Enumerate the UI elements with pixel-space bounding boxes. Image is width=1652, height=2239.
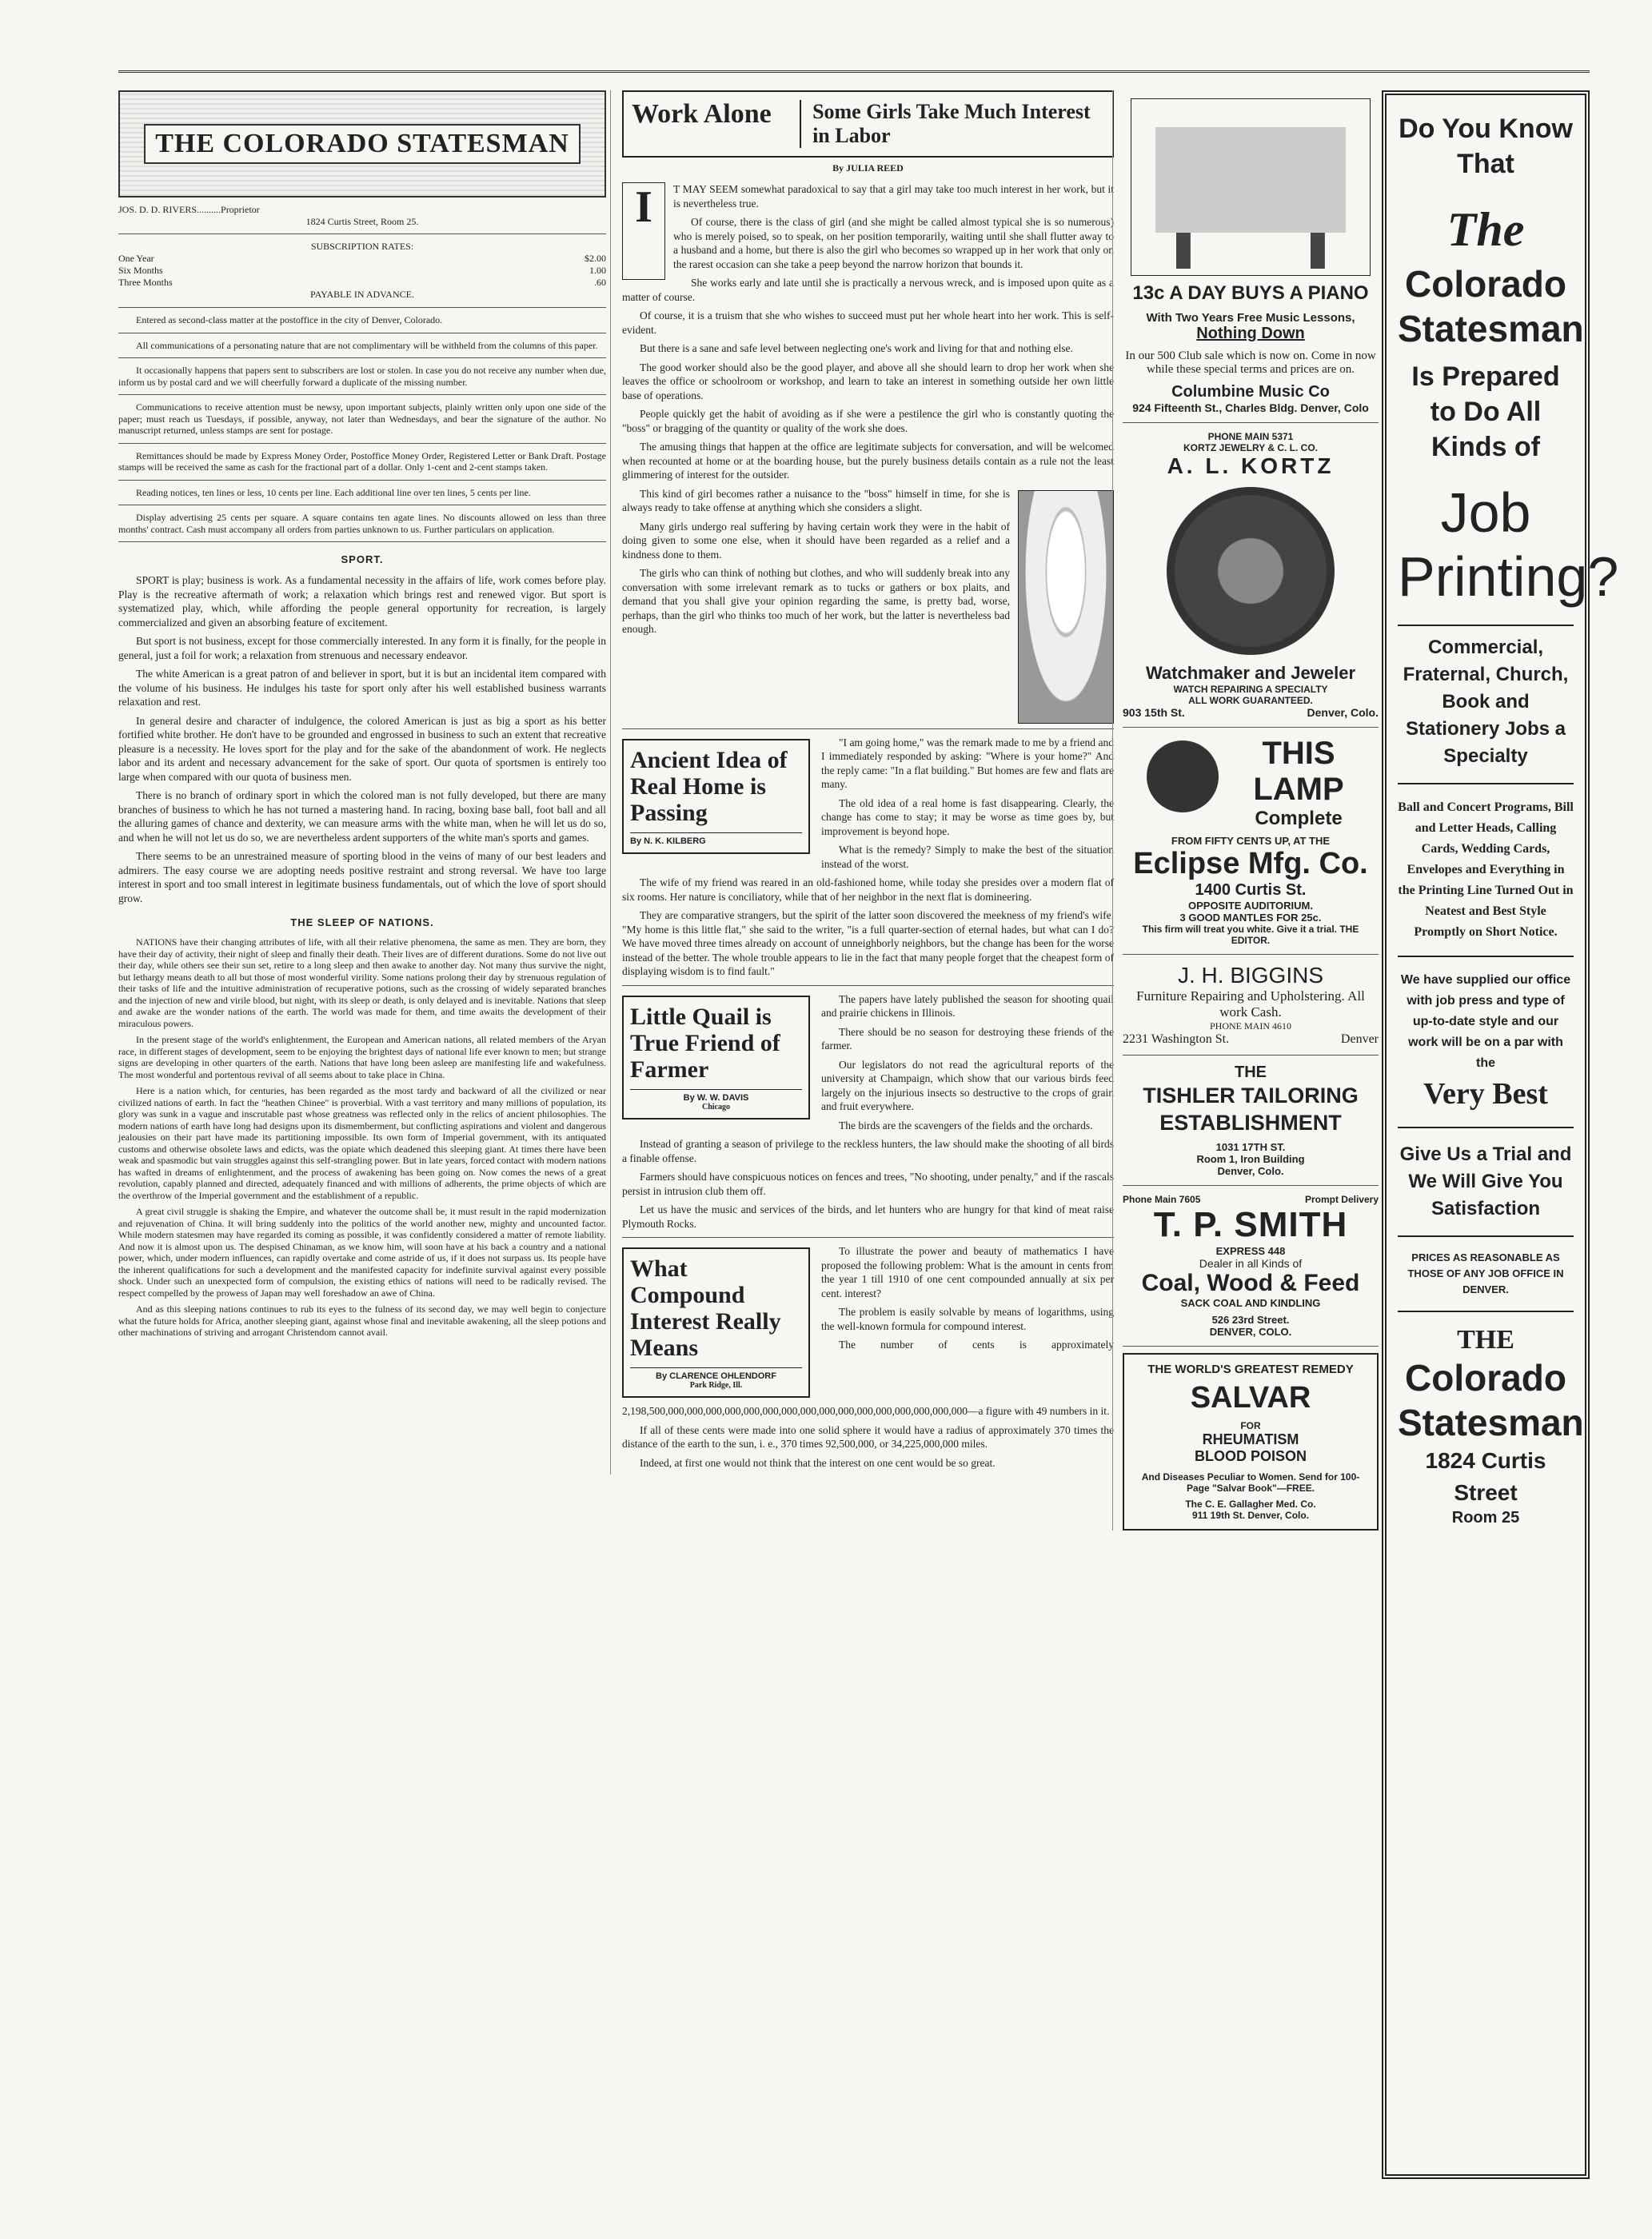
job-question: Do You Know That [1399,114,1573,179]
column-editorial [118,90,606,1343]
notice: Communications to receive attention must be newsy, upon important subjects, plainly written only upon one side of the paper; must reach us Tuesdays, if possible, anyway, not later than Wednesdays, and bear the signature of the author. No manuscript returned, unless stamps are sent for postage. [118,401,606,436]
job-ball-programs: Ball and Concert Programs, Bill and Letter Heads, Calling Cards, Wedding Cards, Envelopes and Everything in the Printing Line Turned Out in Neatest and Best Style Promptly on Short Notice. [1398,800,1574,939]
job-printing-ad [1382,90,1619,2179]
notice: Reading notices, ten lines or less, 10 cents per line. Each additional line over ten lines, 5 cents per line. [136,486,531,498]
job-printing-headline: Job Printing? [1398,481,1619,608]
sleep-article: NATIONS have their changing attributes of life, with all their relative phenomena, the same as men. They are born, they have their day of activity, their night of sleep and finally their death. Their lives are of different durations. Some do not live out their day, while others see their sun set, retire to a long sleep and then awake to another day. Not many thus survive the night, but lethargy means death to all but those of most wonderful virility. Some nations prolong their day by strenuous regulation of their tasks of life and the intuitive administration of recuperative potions, such as the crossing of widely separated branches and the injection of new and virile blood, but night, with its sleep or death, is only delayed and is inevitable. Nations that sleep and awake are the wonder nations of the earth. The world was made for them, and time awaits the development of their miraculous powers. In the present stage of the world's enlightenment, the European and American nations, all related members of the Aryan race, in different stages of development, seem to be enjoying the brightest days of national life ever known to men; but strange signs are developing in other quarters of the earth. Nations that have long been asleep are manifesting life and wakefulness. The most wonderful and portentous revival of all seems about to take place in China. Here is a nation which, for centuries, has been regarded as the most tardy and backward of all the civilized or near civilized nations of earth. In fact the "heathen Chinee" is proverbial. With a vast territory and many millions of population, its glory was sunk in a vague and inscrutable past whose greatness was reflected only in the relics of ancient philosophies. The modern nations of earth have long had designs upon its dismemberment, but conflicting aspirations and violent and dangerous jealousies on their part have made its partitioning impossible. Its own form of Imperial government, with its antiquated customs and otherwise obsolete laws and edicts, was the opiate which deadened this sleeping giant. At times there have been weak and spasmodic but vain struggles against this self-strangling power. But in late years, forced contact with modern nations has wafted in dreams of enlightenment, and the process of awakening has been going on. Now comes the news of a great revolution, capably planned and directed, adequately financed and with millions of adherents, the prime objects of which are the overthrow of the Imperial government and the establishment of a republic. A great civil struggle is shaking the Empire, and whatever the outcome shall be, it must result in the rapid modernization and rejuvenation of China. It will bring suddenly into the politics of the world another new, mighty and uncounted factor. While modern statesmen may have regarded its coming as possible, it was confidently considered a matter of remote liability. And now it is almost upon us. The despised Chinaman, as we know him, will soon have at his back a country and a national power, which, under modern influences, can rapidly overtake and come astride of us, if it does not surpass us. Its people have the inherent qualifications for such a development and the manifested capacity for indefinite survival against every possible shock. Under such an unexpected form of compulsion, the existing ethics of nations will need to be radically revised. The respect compelled by the prowess of Japan may well foreshadow an awe of China. And as this sleeping nations continues to rub its eyes to the fulness of its second day, we may well begin to conjecture what the future holds for Africa, another sleeping giant, against whose final and inevitable awakening, all the sleep potions and other machinations of striving and arrogant Christendom cannot avail. [118,936,606,1338]
work-byline: By JULIA REED [832,162,904,174]
office-address: 1824 Curtis Street, Room 25. [305,215,419,227]
masthead-title: THE COLORADO STATESMAN [144,124,581,164]
piano-illustration [1131,98,1371,276]
job-prices: PRICES AS REASONABLE AS THOSE OF ANY JOB OFFICE IN DENVER. [1407,1251,1564,1295]
job-foot-room: Room 25 [1451,1509,1520,1527]
job-kinds: Commercial, Fraternal, Church, Book and Stationery Jobs a Specialty [1403,637,1569,767]
column-ads [1112,90,1379,1531]
pocket-watch-illustration [1167,487,1335,655]
job-give-trial: Give Us a Trial and We Will Give You Satisfaction [1399,1143,1572,1219]
newspaper-page [118,70,1619,2192]
tishler-ad: THE TISHLER TAILORING ESTABLISHMENT 1031 17TH ST. Room 1, Iron Building Denver, Colo. [1123,1056,1379,1186]
notice: All communications of a personating nature that are not complimentary will be withheld from the columns of this paper. [136,339,598,351]
job-foot-the: THE [1457,1325,1514,1355]
job-supplied: We have supplied our office with job press and type of up-to-date style and our work will be on a par with the [1400,973,1571,1070]
rates-heading: SUBSCRIPTION RATES: [310,241,414,252]
rate-row: Three Months .60 [118,277,606,288]
ancient-home-article: Ancient Idea of Real Home is Passing By N. K. KILBERG "I am going home," was the remark made to me by a friend and I immediately responded by asking: "Where is your home?" And the reply came: "In a flat building." But homes are few and flats are many. The old idea of a real home is fast disappearing. Clearly, the change has come to stay; it may be worse as time goes by, but improvement is beyond hope. What is the remedy? Simply to make the best of the situation instead of the worst. The wife of my friend was reared in an old-fashioned home, while today she presides over a modern flat of six rooms. Her nature is conciliatory, while that of her neighbor in the next flat is domineering. They are comparative strangers, but the spirit of the latter soon discovered the meekness of my friend's wife. "My home is this little flat," she said to the writer, "is a full quarter-section of eternal hades, but what can I do? We have moved three times already on account of unneighborly neighbors, but the change has been for the worse instead of the better. The whole trouble appears to lie in the fact that many people forget that the cheapest form of displaying wisdom is to find fault." [622,736,1114,977]
notice: Entered as second-class matter at the postoffice in the city of Denver, Colorado. [136,314,443,325]
subscription-rates [118,241,606,301]
proprietor-line: JOS. D. D. RIVERS..........Proprietor [118,204,260,215]
job-prepared: Is Prepared to Do All Kinds of [1411,361,1560,462]
biggins-ad: J. H. BIGGINS Furniture Repairing and Upholstering. All work Cash. PHONE MAIN 4610 2231 Washington St. Denver [1123,955,1379,1056]
column-job-printing-ad [1382,90,1619,2179]
smith-ad: Phone Main 7605 Prompt Delivery T. P. SMITH EXPRESS 448 Dealer in all Kinds of Coal, Wood & Feed SACK COAL AND KINDLING 526 23rd Street. DENVER, COLO. [1123,1186,1379,1347]
ancient-headline: Ancient Idea of Real Home is Passing By N. K. KILBERG [622,739,810,854]
compound-headline: What Compound Interest Really Means By CLARENCE OHLENDORF Park Ridge, Ill. [622,1247,810,1398]
work-article: I T MAY SEEM somewhat paradoxical to say that a girl may take too much interest in her work, but it is nevertheless true. Of course, there is the class of girl (and she might be called almost typical she is so numerous) who is merely poised, so to speak, on her position temporarily, waiting until she shall flutter away to a husband and a home, but there is also the girl who becomes so wrapped up in her work that only on the rarest occasion can she take a peep beyond the narrow horizon that bounds it. She works early and late until she is practically a nervous wreck, and is imposed upon quite as a matter of course. Of course, it is a truism that she who wishes to succeed must put her whole heart into her work. This is self-evident. But there is a sane and safe level between neglecting one's work and living for that and nothing else. The good worker should also be the good player, and above all she should learn to drop her work when she leaves the office or schoolroom or workshop, and learn to take an interest in something outside her own little base of operations. People quickly get the habit of avoiding as if she were a pestilence the girl who is constantly quoting the "boss" or bragging of the quantity or quality of the work she does. The amusing things that happen at the office are legitimate subjects for conversation, and will be welcomed when recounted at home or at the boarding house, but the purely business details contain as a rule not the least glimmering of interest for the outsider. This kind of girl becomes rather a nuisance to the "boss" himself in time, for she is always ready to take offense at anything which she considers a slight. Many girls undergo real suffering by having certain work they were in the habit of doing given to some one else, when it should have been regarded as a relief and a kindness done to them. The girls who can think of nothing but clothes, and who will suddenly break into any conversation with some irrelevant remark as to tucks or gathers or box plaits, and demand that you shall give your opinion regarding the same, is pretty bad, worse, perhaps, than the girl who thinks too much of her work, but the latter is nevertheless bad enough. [622,182,1114,637]
sport-article: SPORT is play; business is work. As a fundamental necessity in the affairs of life, work comes before play. Play is the recreative aftermath of work; a relaxation which brings rest and renewed vigor. But sport is systematized play, which, while affording the people general opportunity for recreation, is largely commercialized and given an absorbing feature of excitement. But sport is not business, except for those commercially interested. In any form it is finally, for the people in general, just a foil for work; a relaxation from strenuous and necessary endeavor. The white American is a great patron of and believer in sport, but it is but an incidental item compared with the volume of his business. He indulges his taste for sport only after his well established business warrants relaxation and rest. In general desire and character of indulgence, the colored American is just as big a sport as his better fortified white brother. He don't have to be grounded and engrossed in business to such an extent that recreative pleasure is a necessity. He loves sport for the play and for the sake of the abandonment of work. He neglects labor and its ardent and necessary advancement for the sake of sport. Our quota of sportsmen is entirely too large when compared with our quota of business men. There is no branch of ordinary sport in which the colored man is not fully developed, but there are many branches of business to which he has not turned a mastering hand. In racing, boxing base ball, foot ball and all the alluring games of chance and dexterity, we can measure arms with the white man, when he will let us do so, and when he will not let us do so, we are nevertheless ardent supporters of the white man's sports and games. There seems to be an unrestrained measure of sporting blood in the veins of many of our best leaders and admirers. The easy course we are adopting needs positive restraint and strong reversal. We have too large interest in sport and too small interest in legitimate business fundamentals, out of which the love of sport should grow. [118,574,606,904]
notice: Remittances should be made by Express Money Order, Postoffice Money Order, Registered Letter or Bank Draft. Postage stamps will be received the same as cash for the fractional part of a dollar. Only 1-cent and 2-cent stamps taken. [118,449,606,473]
job-foot-name: Colorado Statesman [1398,1357,1584,1443]
column-features [610,90,1114,1475]
notice: It occasionally happens that papers sent to subscribers are lost or stolen. In case you do not receive any number when due, inform us by postal card and we will cheerfully forward a duplicate of the missing number. [118,365,606,388]
work-subtitle: Some Girls Take Much Interest in Labor [812,100,1091,147]
job-foot-address: 1824 Curtis Street [1425,1448,1546,1505]
masthead [118,90,606,198]
notice: Display advertising 25 cents per square. A square contains ten agate lines. No discounts allowed on less than three months' contract. Cash must accompany all orders from parties unknown to us. Further particulars on application. [118,512,606,535]
work-alone-headline [622,90,1114,158]
compound-interest-article: What Compound Interest Really Means By CLARENCE OHLENDORF Park Ridge, Ill. To illustrate the power and beauty of mathematics I have proposed the following problem: What is the amount in cents from the year 1 till 1910 of one cent compounded annually at six per cent. interest? The problem is easily solvable by means of logarithms, using the well-known formula for compound interest. The number of cents is approximately 2,198,500,000,000,000,000,000,000,000,000,000,000,000,000,000,000,000,000—a figure with 49 numbers in it. If all of these cents were made into one solid sphere it would have a radius of approximately 370 times the distance of the earth to the sun, i. e., 370 times 92,500,000, or 34,225,000,000 miles. Indeed, at first one would not think that the interest on one cent would be so great. [622,1245,1114,1469]
lamp-ad: THIS LAMP Complete FROM FIFTY CENTS UP, AT THE Eclipse Mfg. Co. 1400 Curtis St. OPPOSITE AUDITORIUM. 3 GOOD MANTLES FOR 25c. This firm will treat you white. Give it a trial. THE EDITOR. [1123,728,1379,955]
sport-heading: SPORT. [341,553,384,565]
rate-row: Six Months 1.00 [118,265,606,276]
job-paper-name: Colorado Statesman [1398,263,1584,349]
sleep-heading: THE SLEEP OF NATIONS. [290,916,434,928]
lamp-illustration [1147,740,1219,812]
woman-portrait-illustration [1018,490,1114,724]
notices [118,314,606,535]
quail-headline: Little Quail is True Friend of Farmer By W. W. DAVIS Chicago [622,996,810,1120]
job-the: The [1446,203,1525,256]
job-very-best: Very Best [1423,1077,1548,1111]
rate-row: One Year $2.00 [118,253,606,264]
drop-cap: I [622,182,665,280]
salvar-ad: THE WORLD'S GREATEST REMEDY SALVAR FOR RHEUMATISM BLOOD POISON And Diseases Peculiar to Women. Send for 100-Page "Salvar Book"—FREE. The C. E. Gallagher Med. Co. 911 19th St. Denver, Colo. [1123,1353,1379,1531]
quail-article: Little Quail is True Friend of Farmer By W. W. DAVIS Chicago The papers have lately published the season for shooting quail and prairie chickens in Illinois. There should be no season for destroying these friends of the farmer. Our legislators do not read the agricultural reports of the university at Champaign, which show that our various birds feed largely on the injurious insects so destructive to the crops of grain and fruit everywhere. The birds are the scavengers of the fields and the orchards. Instead of granting a season of privilege to the reckless hunters, the law should make the shooting of all birds a finable offense. Farmers should have conspicuous notices on fences and trees, "No shooting, under penalty," and if the rascals persist in intrusion club them off. Let us have the music and services of the birds, and let hunters who are hungry for that kind of meat raise Plymouth Rocks. [622,992,1114,1230]
piano-ad: 13c A DAY BUYS A PIANO With Two Years Free Music Lessons, Nothing Down In our 500 Club sale which is now on. Come in now while these special terms and prices are on. Columbine Music Co 924 Fifteenth St., Charles Bldg. Denver, Colo [1123,90,1379,423]
kortz-ad: PHONE MAIN 5371 KORTZ JEWELRY & C. L. CO. A. L. KORTZ Watchmaker and Jeweler WATCH REPAIRING A SPECIALTY ALL WORK GUARANTEED. 903 15th St. Denver, Colo. [1123,423,1379,728]
payable-note: PAYABLE IN ADVANCE. [310,289,414,300]
work-title: Work Alone [632,100,801,148]
